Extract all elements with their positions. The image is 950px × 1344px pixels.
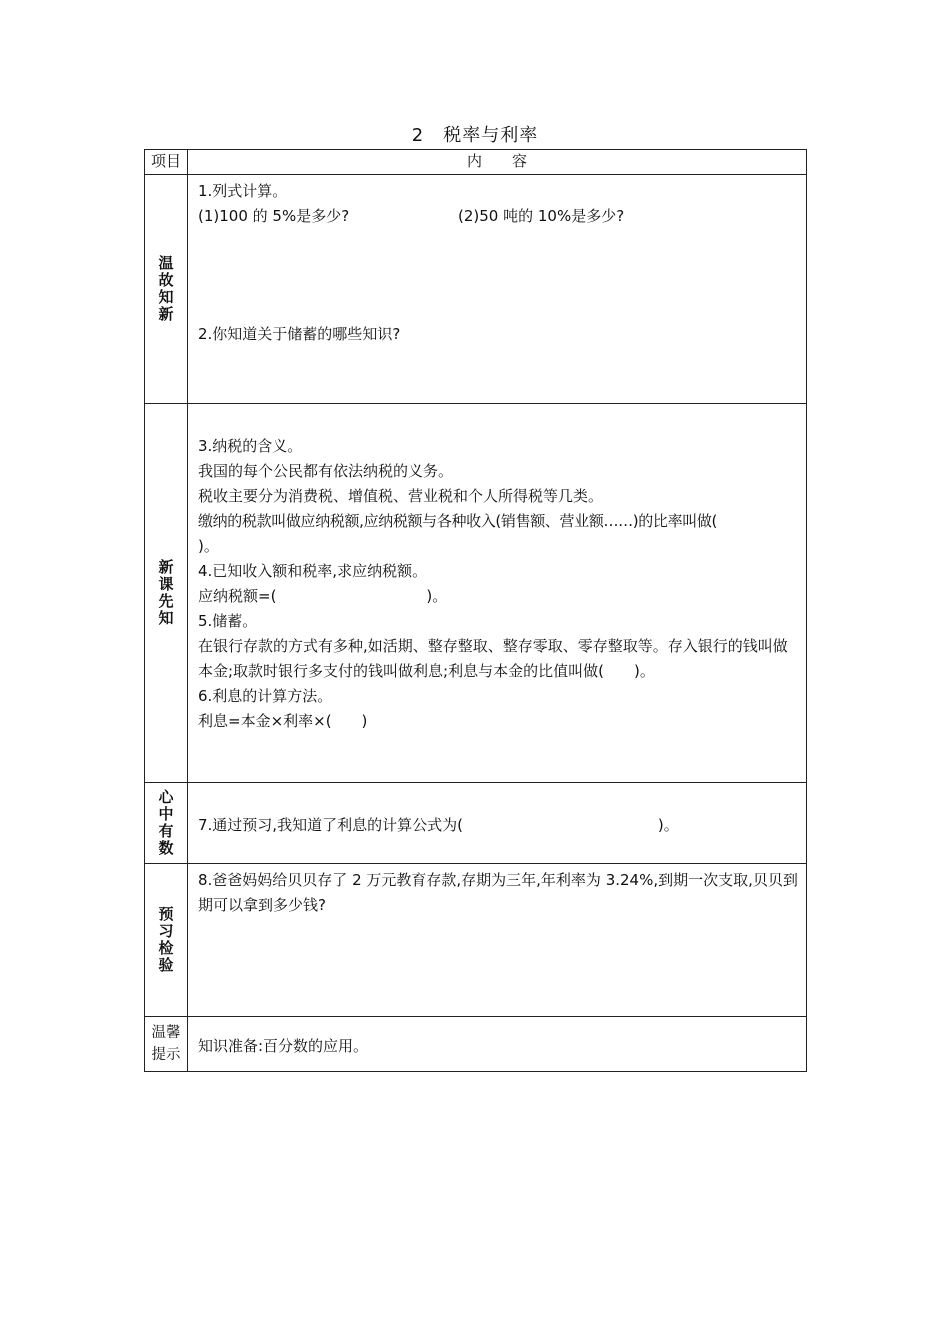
item-6-formula: 利息=本金×利率×( ) <box>198 712 368 730</box>
item-4-title: 4.已知收入额和税率,求应纳税额。 <box>198 562 428 580</box>
preview-label: 新课先知 <box>145 404 188 783</box>
check-label: 预习检验 <box>145 864 188 1017</box>
header-item: 项目 <box>145 150 188 175</box>
item-3-text-1: 我国的每个公民都有依法纳税的义务。 <box>198 462 454 480</box>
preview-row <box>145 404 807 783</box>
question-1b: (2)50 吨的 10%是多少? <box>458 207 625 225</box>
item-3-text-3: 缴纳的税款叫做应纳税额,应纳税额与各种收入(销售额、营业额……)的比率叫做( <box>198 512 718 530</box>
review-content <box>188 175 807 404</box>
mind-label: 心中有数 <box>145 783 188 864</box>
tip-row <box>145 1017 807 1072</box>
tip-content <box>188 1017 807 1072</box>
question-7: 7.通过预习,我知道了利息的计算公式为( )。 <box>198 815 679 834</box>
worksheet-table <box>144 149 807 1072</box>
question-2: 2.你知道关于储蓄的哪些知识? <box>198 325 401 343</box>
item-4-formula: 应纳税额=( )。 <box>198 587 448 605</box>
item-5-title: 5.储蓄。 <box>198 612 258 630</box>
item-5-text: 在银行存款的方式有多种,如活期、整存整取、整存零取、零存整取等。存入银行的钱叫做本金;取款时银行多支付的钱叫做利息;利息与本金的比值叫做( )。 <box>198 637 788 680</box>
review-row <box>145 175 807 404</box>
tip-text: 知识准备:百分数的应用。 <box>198 1036 369 1055</box>
check-row <box>145 864 807 1017</box>
question-1a: (1)100 的 5%是多少? <box>198 207 350 225</box>
item-3-text-4: )。 <box>198 537 219 555</box>
item-6-title: 6.利息的计算方法。 <box>198 687 333 705</box>
question-1: 1.列式计算。 <box>198 182 288 200</box>
header-row <box>145 150 807 175</box>
tip-label: 温馨 提示 <box>145 1017 188 1072</box>
question-8: 8.爸爸妈妈给贝贝存了 2 万元教育存款,存期为三年,年利率为 3.24%,到期一次支取,贝贝到期可以拿到多少钱? <box>198 871 798 914</box>
mind-content <box>188 783 807 864</box>
item-3-text-2: 税收主要分为消费税、增值税、营业税和个人所得税等几类。 <box>198 487 604 505</box>
page-title: 2 税率与利率 <box>411 125 539 146</box>
mind-row <box>145 783 807 864</box>
item-3-title: 3.纳税的含义。 <box>198 437 303 455</box>
check-content <box>188 864 807 1017</box>
preview-content <box>188 404 807 783</box>
review-label: 温故知新 <box>145 175 188 404</box>
question-1-parts <box>198 204 798 229</box>
header-content: 内 容 <box>188 150 807 175</box>
